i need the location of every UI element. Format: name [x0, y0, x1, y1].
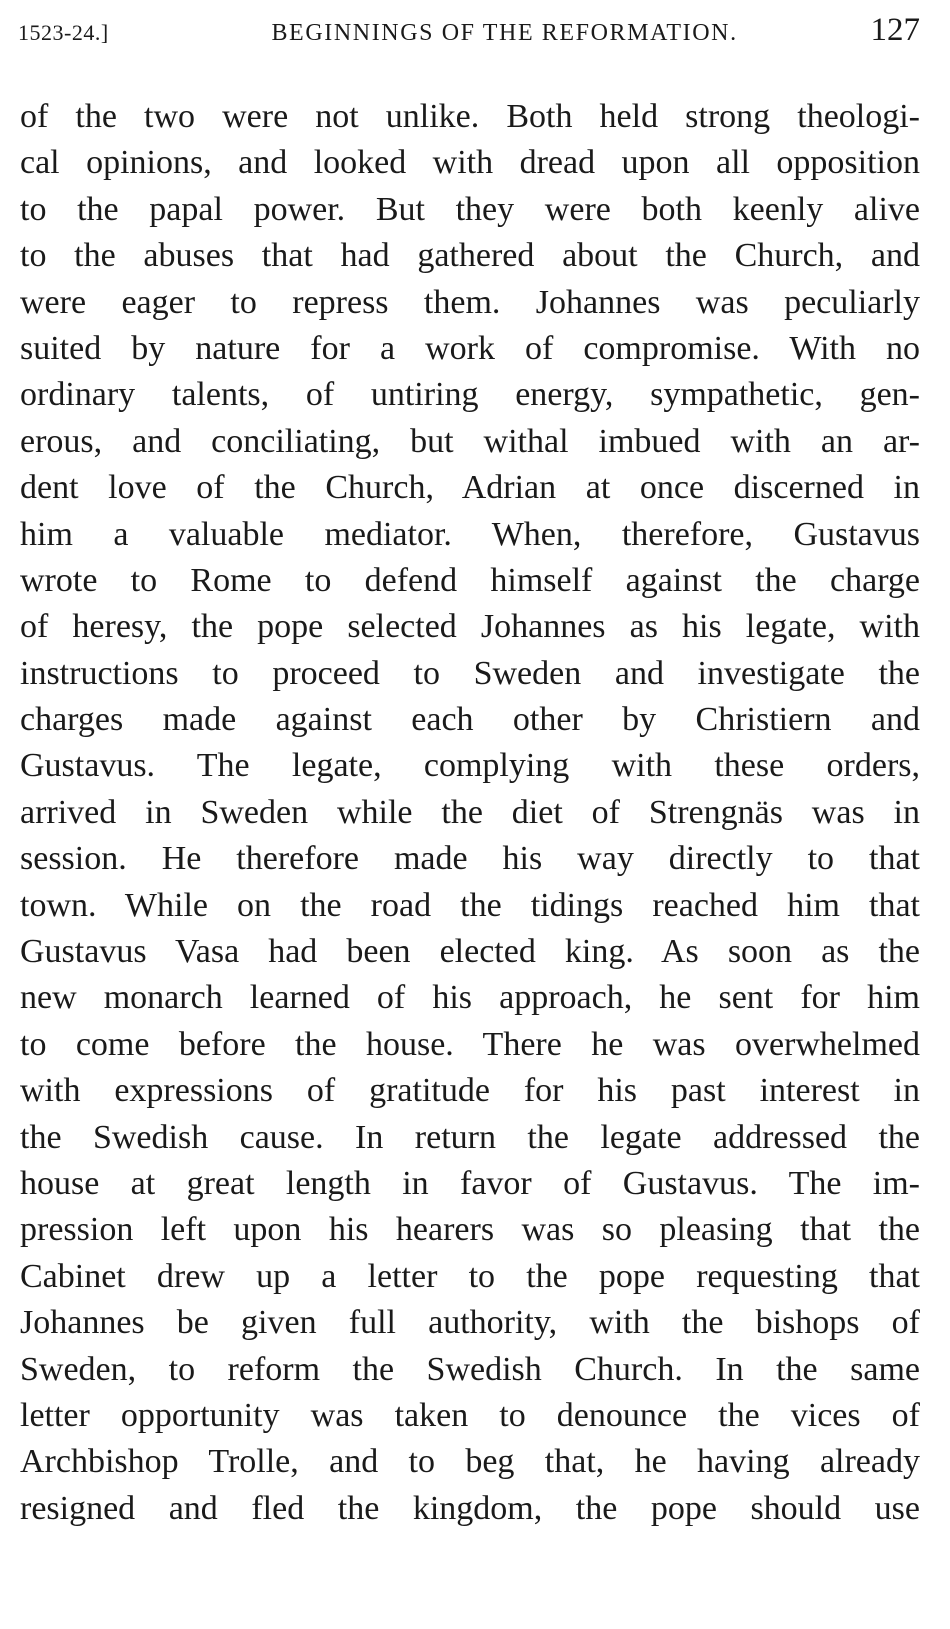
text-line: session. He therefore made his way directly to that — [20, 840, 920, 878]
text-line: of the two were not unlike. Both held strong theologi- — [20, 98, 920, 135]
page-number: 127 — [870, 12, 920, 48]
text-line: pression left upon his hearers was so pleasing that the — [20, 1211, 920, 1249]
text-line: of heresy, the pope selected Johannes as his legate, with — [20, 608, 920, 646]
text-line: to come before the house. There he was overwhelmed — [20, 1025, 920, 1063]
text-line: the Swedish cause. In return the legate addressed the — [20, 1118, 920, 1156]
running-head — [18, 12, 920, 56]
text-line: wrote to Rome to defend himself against the charge — [20, 561, 920, 599]
text-line: Johannes be given full authority, with the bishops of — [20, 1304, 920, 1342]
body-text — [20, 94, 920, 1532]
text-line: town. While on the road the tidings reached him that — [20, 886, 920, 924]
text-line: charges made against each other by Christiern and — [20, 701, 920, 739]
text-line: ordinary talents, of untiring energy, sympathetic, gen- — [20, 376, 920, 414]
running-head-dates: 1523-24.] — [18, 20, 109, 45]
text-line: house at great length in favor of Gustavus. The im- — [20, 1164, 920, 1202]
text-line: Sweden, to reform the Swedish Church. In the same — [20, 1350, 920, 1388]
text-line: were eager to repress them. Johannes was peculiarly — [20, 283, 920, 321]
text-line: with expressions of gratitude for his past interest in — [20, 1072, 920, 1110]
text-line: Gustavus. The legate, complying with these orders, — [20, 747, 920, 785]
text-line: to the papal power. But they were both keenly alive — [20, 190, 920, 228]
text-line: to the abuses that had gathered about the Church, and — [20, 237, 920, 275]
running-head-title: BEGINNINGS OF THE REFORMATION. — [271, 20, 738, 46]
text-line: erous, and conciliating, but withal imbued with an ar- — [20, 422, 920, 460]
text-line: new monarch learned of his approach, he sent for him — [20, 979, 920, 1017]
text-line: him a valuable mediator. When, therefore, Gustavus — [20, 515, 920, 553]
text-line: arrived in Sweden while the diet of Strengnäs was in — [20, 793, 920, 831]
text-line: Cabinet drew up a letter to the pope requesting that — [20, 1257, 920, 1295]
text-line: Gustavus Vasa had been elected king. As soon as the — [20, 933, 920, 971]
text-line: instructions to proceed to Sweden and investigate the — [20, 654, 920, 692]
text-line: resigned and fled the kingdom, the pope should use — [20, 1489, 920, 1527]
text-line: dent love of the Church, Adrian at once discerned in — [20, 469, 920, 507]
text-line: suited by nature for a work of compromise. With no — [20, 329, 920, 367]
text-line: cal opinions, and looked with dread upon all opposition — [20, 144, 920, 182]
text-line: letter opportunity was taken to denounce the vices of — [20, 1396, 920, 1434]
text-line: Archbishop Trolle, and to beg that, he having already — [20, 1443, 920, 1481]
